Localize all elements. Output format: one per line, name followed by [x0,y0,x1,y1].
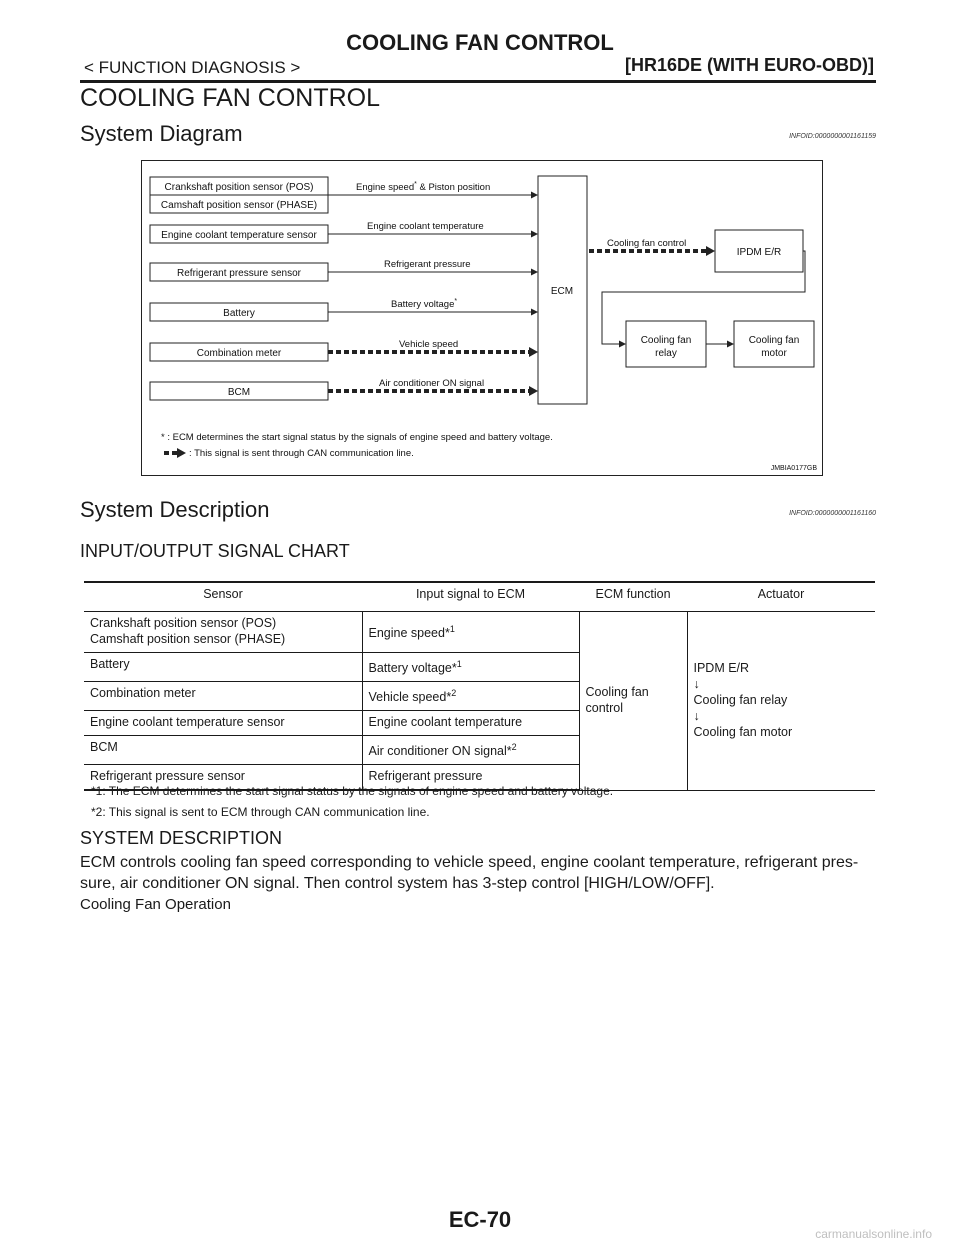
ipdm-box-label: IPDM E/R [736,247,782,258]
column-header: ECM function [579,582,687,612]
input-box-label: Battery [223,308,255,319]
input-box-label: Crankshaft position sensor (POS) [164,182,314,193]
cooling-fan-operation-heading: Cooling Fan Operation [80,896,231,913]
signal-label-engine-speed: Engine speed [356,182,415,193]
actuator-cell: IPDM E/R ↓ Cooling fan relay ↓ Cooling fan motor [687,612,875,791]
system-description-infoid: INFOID:0000000001161160 [789,510,876,517]
ecm-function-cell: Cooling fan control [579,612,687,791]
column-header: Sensor [84,582,362,612]
column-header: Input signal to ECM [362,582,579,612]
section-label: < FUNCTION DIAGNOSIS > [84,58,301,77]
signal-label-vehicle-speed: Vehicle speed [399,339,459,350]
sensor-cell: Combination meter [84,682,362,711]
system-diagram-infoid: INFOID:0000000001161159 [789,133,876,140]
input-box-label: Engine coolant temperature sensor [161,230,317,241]
sensor-cell: Crankshaft position sensor (POS) Camshaft position sensor (PHASE) [84,612,362,653]
signal-label-fan-control: Cooling fan control [607,238,687,249]
relay-box-label: Cooling fan [640,335,692,346]
signal-cell: Refrigerant pressure [362,765,579,791]
signal-cell: Air conditioner ON signal*$^2$ [362,736,579,765]
running-header-title: COOLING FAN CONTROL [346,30,614,55]
relay-box-label: relay [655,348,677,359]
signal-label-refrigerant: Refrigerant pressure [384,259,471,270]
sensor-cell: Engine coolant temperature sensor [84,711,362,736]
system-diagram-heading: System Diagram [80,121,243,146]
table-header-row [84,582,875,612]
system-diagram [141,160,823,476]
sensor-cell: BCM [84,736,362,765]
signal-cell: Engine speed*$^1$ [362,612,579,653]
sensor-cell: Battery [84,653,362,682]
motor-box-label: Cooling fan [748,335,800,346]
system-description-body: ECM controls cooling fan speed corresponding to vehicle speed, engine coolant temperature, refrigerant pres-sure, air conditioner ON signal. Then control system has 3-step control [HIGH/LOW/OFF]. [80,854,859,892]
system-description-heading: System Description [80,497,270,522]
signal-cell: Battery voltage*$^1$ [362,653,579,682]
legend-can-note: : This signal is sent through CAN communication line. [189,448,414,459]
page-title: COOLING FAN CONTROL [80,84,381,112]
signal-cell: Engine coolant temperature [362,711,579,736]
signal-label-ac-on: Air conditioner ON signal [379,378,485,389]
header-rule [80,80,876,83]
watermark: carmanualsonline.info [815,1227,932,1241]
signal-label-battery-voltage: Battery voltage [391,299,455,310]
sensor-cell: Refrigerant pressure sensor [84,765,362,791]
engine-label: [HR16DE (WITH EURO-OBD)] [625,55,874,75]
input-box-label: Combination meter [196,348,282,359]
legend-star-note: * : ECM determines the start signal status by the signals of engine speed and battery voltage. [161,432,553,443]
figure-code: JMBIA0177GB [770,465,817,472]
svg-text:Battery voltage*: Battery voltage* [391,298,458,310]
column-header: Actuator [687,582,875,612]
io-signal-table [84,581,875,791]
footnote-2: *2: This signal is sent to ECM through CAN communication line. [91,805,430,819]
io-chart-heading: INPUT/OUTPUT SIGNAL CHART [80,541,350,561]
table-row [84,612,875,653]
ecm-box-label: ECM [550,286,574,297]
input-box-label: Refrigerant pressure sensor [177,268,301,279]
signal-label-coolant-temp: Engine coolant temperature [367,221,484,232]
input-box-label: BCM [227,387,251,398]
page-number: EC-70 [448,1207,512,1232]
signal-cell: Vehicle speed*$^2$ [362,682,579,711]
input-box-label: Camshaft position sensor (PHASE) [160,200,318,211]
system-description-subheading: SYSTEM DESCRIPTION [80,828,283,848]
footnote-1: *1: The ECM determines the start signal status by the signals of engine speed and battery voltage. [91,784,614,798]
motor-box-label: motor [761,348,787,359]
svg-text:Engine speed* & Piston positio: Engine speed* & Piston position [356,181,491,193]
